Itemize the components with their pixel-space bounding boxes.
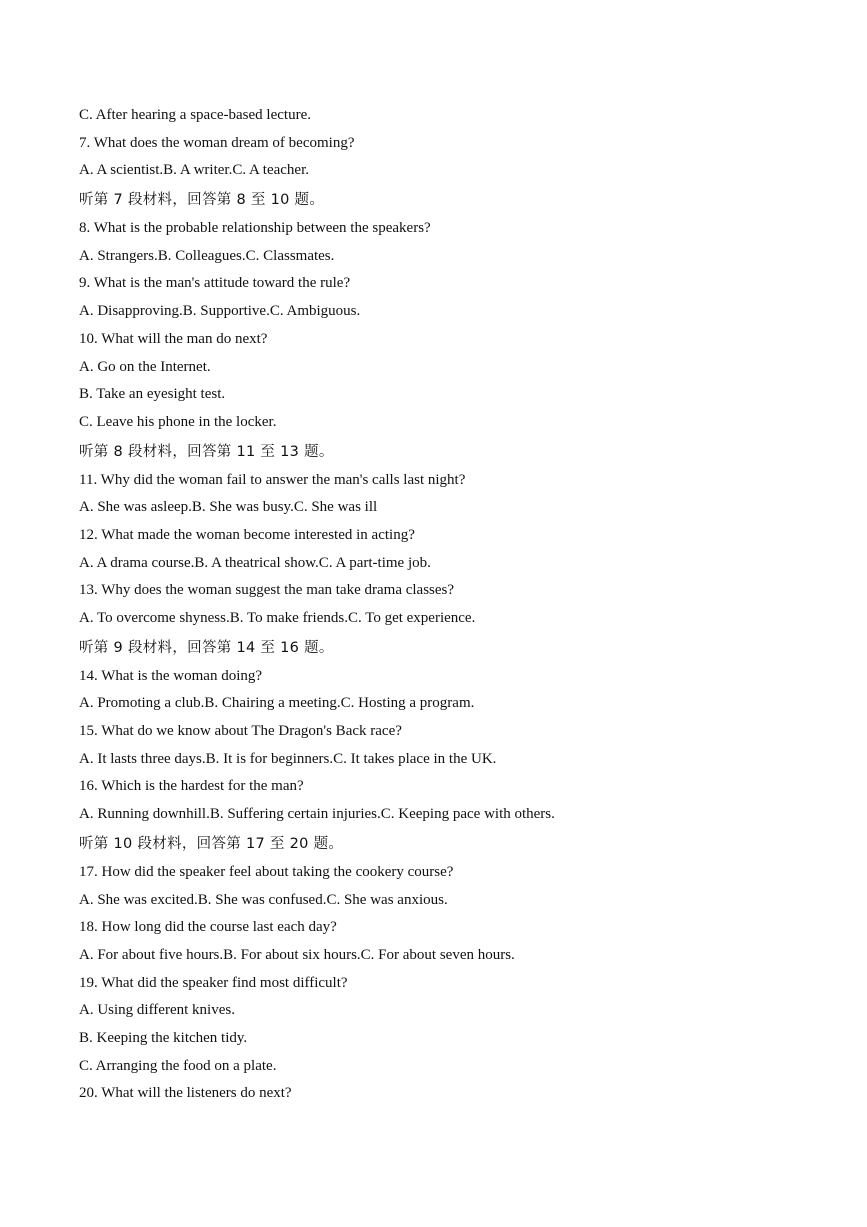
question-text: 19. What did the speaker find most difficult? (79, 974, 348, 991)
answer-options: A. She was asleep.B. She was busy.C. She was ill (79, 499, 378, 516)
question-text: 7. What does the woman dream of becoming? (79, 134, 355, 151)
answer-options: C. After hearing a space-based lecture. (79, 107, 311, 123)
question-text: 8. What is the probable relationship between the speakers? (79, 220, 431, 237)
section-heading: 听第 7 段材料，回答第 8 至 10 题。 (79, 192, 325, 209)
answer-options: A. Running downhill.B. Suffering certain injuries.C. Keeping pace with others. (79, 806, 555, 823)
question-text: 16. Which is the hardest for the man? (79, 778, 304, 795)
question-text: 12. What made the woman become interested in acting? (79, 526, 415, 543)
section-heading: 听第 9 段材料，回答第 14 至 16 题。 (79, 639, 334, 656)
answer-options: A. To overcome shyness.B. To make friends.C. To get experience. (79, 610, 476, 626)
exam-text-body (79, 102, 839, 1108)
answer-options: C. Arranging the food on a plate. (79, 1057, 277, 1074)
answer-options: A. She was excited.B. She was confused.C. She was anxious. (79, 891, 448, 908)
answer-options: A. Promoting a club.B. Chairing a meeting.C. Hosting a program. (79, 695, 475, 712)
answer-options: A. Strangers.B. Colleagues.C. Classmates. (79, 247, 335, 264)
question-text: 11. Why did the woman fail to answer the man's calls last night? (79, 471, 466, 488)
question-text: 10. What will the man do next? (79, 330, 268, 347)
answer-options: A. It lasts three days.B. It is for beginners.C. It takes place in the UK. (79, 750, 497, 767)
answer-options: A. A drama course.B. A theatrical show.C. A part-time job. (79, 554, 431, 571)
question-text: 9. What is the man's attitude toward the rule? (79, 275, 351, 292)
answer-options: B. Take an eyesight test. (79, 386, 226, 403)
answer-options: A. Using different knives. (79, 1002, 235, 1019)
question-text: 14. What is the woman doing? (79, 667, 263, 684)
section-heading: 听第 8 段材料，回答第 11 至 13 题。 (79, 443, 334, 460)
question-text: 20. What will the listeners do next? (79, 1085, 292, 1102)
answer-options: C. Leave his phone in the locker. (79, 413, 277, 430)
question-text: 17. How did the speaker feel about taking the cookery course? (79, 863, 454, 880)
answer-options: A. A scientist.B. A writer.C. A teacher. (79, 162, 309, 179)
answer-options: A. Disapproving.B. Supportive.C. Ambiguous. (79, 303, 361, 320)
answer-options: A. Go on the Internet. (79, 358, 211, 375)
answer-options: A. For about five hours.B. For about six hours.C. For about seven hours. (79, 946, 515, 963)
section-heading: 听第 10 段材料，回答第 17 至 20 题。 (79, 835, 344, 852)
question-text: 13. Why does the woman suggest the man take drama classes? (79, 582, 455, 599)
question-text: 18. How long did the course last each day? (79, 919, 337, 936)
answer-options: B. Keeping the kitchen tidy. (79, 1029, 248, 1046)
question-text: 15. What do we know about The Dragon's Back race? (79, 723, 402, 740)
